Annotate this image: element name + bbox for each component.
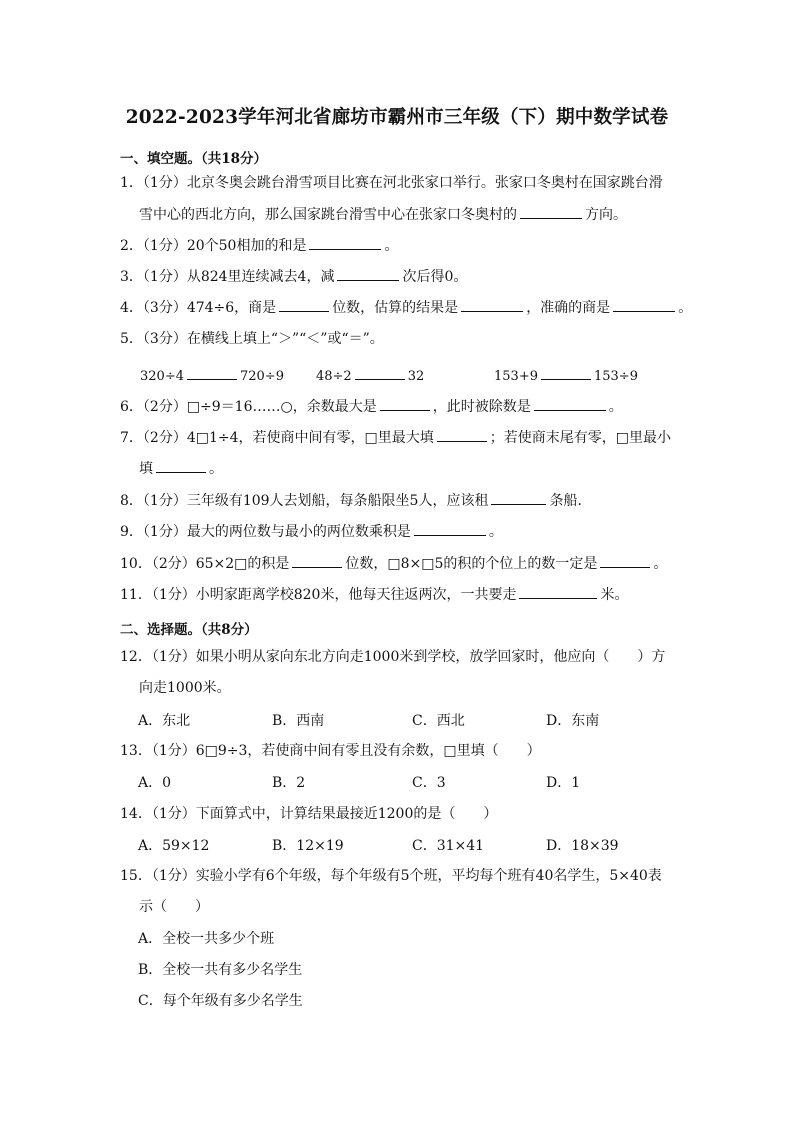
option-c[interactable]: C．3 [412,775,446,791]
answer-blank[interactable] [437,427,487,442]
answer-blank[interactable] [491,490,546,505]
answer-blank[interactable] [613,297,675,312]
question-6: 6．（2分）□÷9＝16……○，余数最大是 ，此时被除数是 。 [120,396,623,417]
option-c[interactable]: C．31×41 [412,838,485,854]
answer-blank[interactable] [355,365,405,380]
question-3: 3．（1分）从824里连续减去4，减 次后得0。 [120,266,467,287]
answer-blank[interactable] [519,584,597,599]
comparison-item-3: 153+9 153÷9 [494,365,638,384]
answer-blank[interactable] [461,297,523,312]
question-1-line-1: 1．（1分）北京冬奥会跳台滑雪项目比赛在河北张家口举行。张家口冬奥村在国家跳台滑 [120,175,663,191]
answer-blank[interactable] [279,297,329,312]
answer-blank[interactable] [187,365,237,380]
comparison-item-2: 48÷2 32 [316,365,424,384]
question-12-line-2: 向走1000米。 [139,680,231,696]
option-d[interactable]: D．东南 [546,713,600,729]
question-4: 4．（3分）474÷6，商是 位数，估算的结果是 ，准确的商是 。 [120,297,692,318]
section-choice-title: 二、选择题。（共8分） [120,622,258,638]
question-12-line-1: 12．（1分）如果小明从家向东北方向走1000米到学校，放学回家时，他应向（ ）方 [120,649,666,665]
option-a[interactable]: A．0 [138,775,172,791]
option-a[interactable]: A．59×12 [138,838,210,854]
option-a[interactable]: A．全校一共多少个班 [138,931,275,947]
option-b[interactable]: B．12×19 [272,838,344,854]
option-d[interactable]: D．18×39 [546,838,619,854]
question-13: 13．（1分）6□9÷3，若使商中间有零且没有余数，□里填（ ） [120,743,541,759]
question-10: 10．（2分）65×2□的积是 位数，□8×□5的积的个位上的数一定是 。 [120,553,667,574]
question-1-line-2: 雪中心的西北方向，那么国家跳台滑雪中心在张家口冬奥村的 方向。 [139,204,627,225]
answer-blank[interactable] [156,458,206,473]
option-b[interactable]: B．全校一共有多少名学生 [138,962,303,978]
answer-blank[interactable] [541,365,591,380]
question-15-line-1: 15．（1分）实验小学有6个年级，每个年级有5个班，平均每个班有40名学生，5×40表 [120,868,662,884]
question-14: 14．（1分）下面算式中，计算结果最接近1200的是（ ） [120,806,498,822]
option-c[interactable]: C．西北 [412,713,465,729]
answer-blank[interactable] [337,266,399,281]
option-d[interactable]: D．1 [546,775,581,791]
question-11: 11．（1分）小明家距离学校820米，他每天往返两次，一共要走 米。 [120,584,628,605]
option-b[interactable]: B．2 [272,775,306,791]
question-2: 2．（1分）20个50相加的和是 。 [120,235,398,256]
option-a[interactable]: A．东北 [138,713,191,729]
page-title: 2022-2023学年河北省廊坊市霸州市三年级（下）期中数学试卷 [125,107,669,128]
answer-blank[interactable] [380,396,430,411]
question-15-line-2: 示（ ） [139,899,209,915]
question-8: 8．（1分）三年级有109人去划船，每条船限坐5人，应该租 条船． [120,490,591,511]
section-fill-in-title: 一、填空题。（共18分） [120,151,268,167]
question-5: 5．（3分）在横线上填上“＞”“＜”或“＝”。 [120,331,384,347]
comparison-item-1: 320÷4 720÷9 [140,365,284,384]
option-c[interactable]: C．每个年级有多少名学生 [138,993,303,1009]
answer-blank[interactable] [309,235,381,250]
question-7-line-1: 7．（2分）4□1÷4，若使商中间有零，□里最大填 ；若使商末尾有零，□里最小 [120,427,671,448]
question-7-line-2: 填 。 [139,458,223,479]
answer-blank[interactable] [534,396,606,411]
question-9: 9．（1分）最大的两位数与最小的两位数乘积是 。 [120,521,503,542]
answer-blank[interactable] [414,521,486,536]
answer-blank[interactable] [520,204,582,219]
answer-blank[interactable] [600,553,650,568]
option-b[interactable]: B．西南 [272,713,325,729]
answer-blank[interactable] [292,553,342,568]
